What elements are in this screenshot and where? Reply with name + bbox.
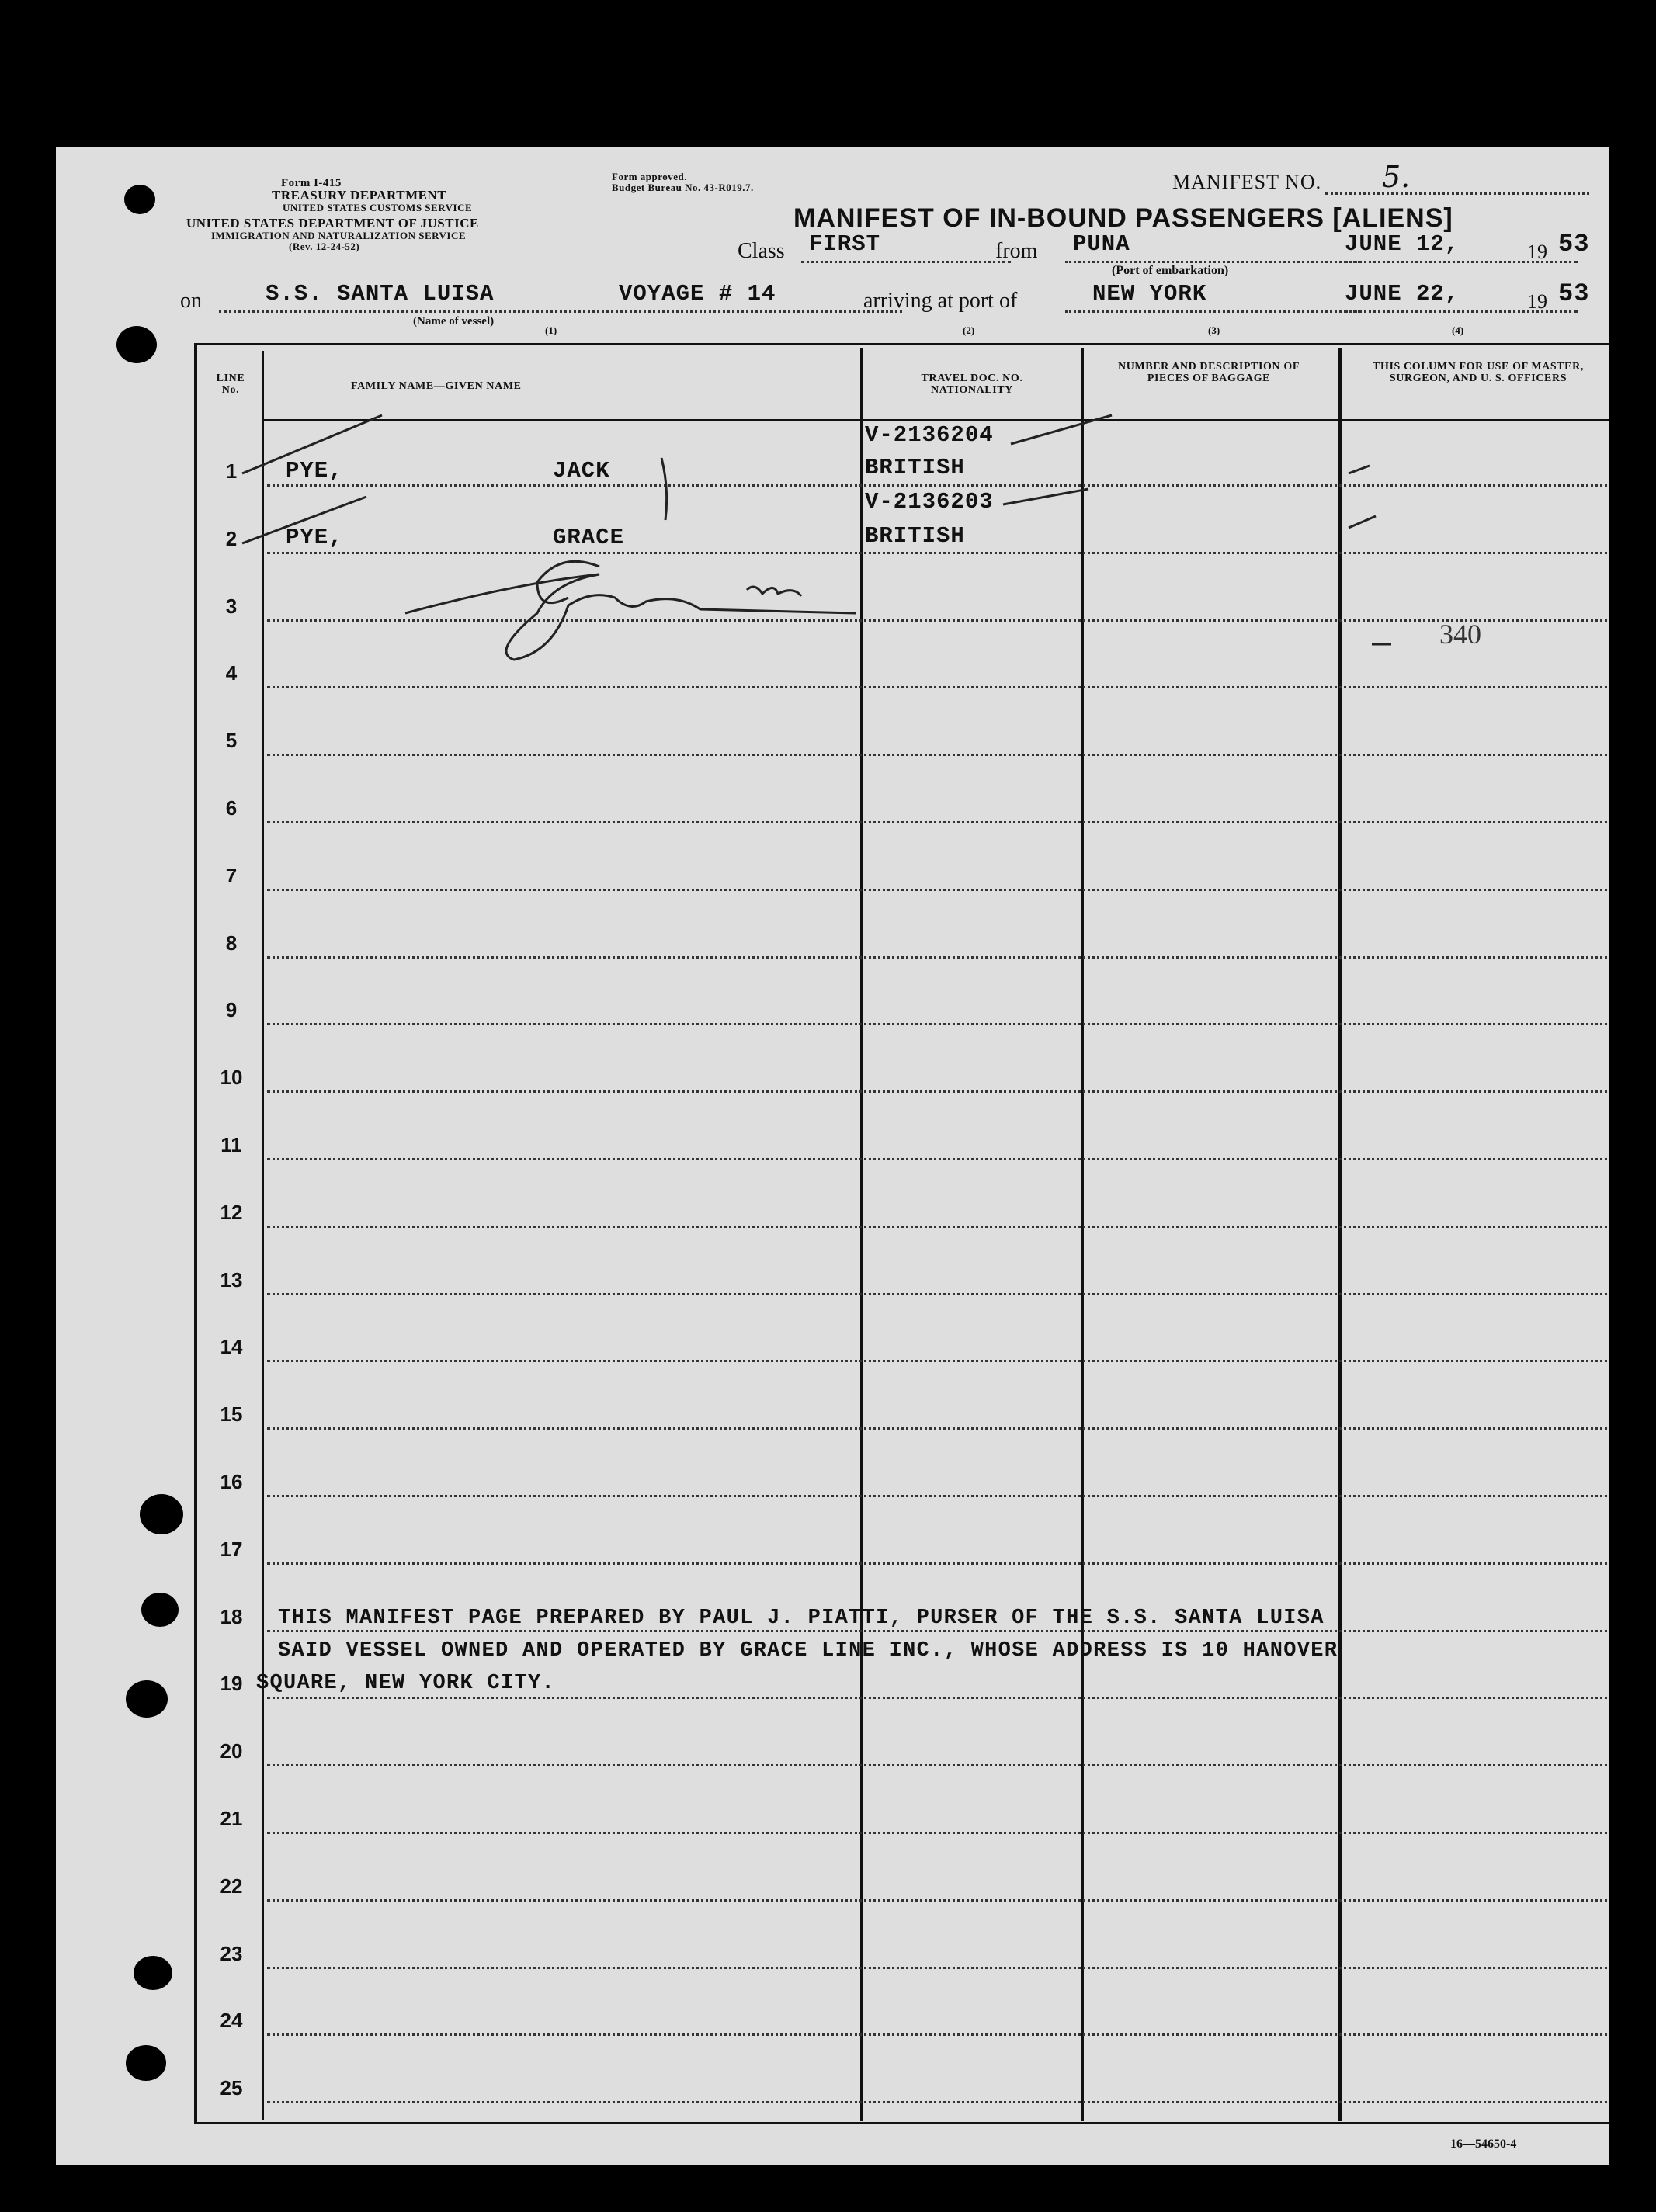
line-number: 18 xyxy=(220,1604,243,1628)
col-header-travel-doc: TRAVEL DOC. NO. NATIONALITY xyxy=(921,373,1023,396)
form-approved: Form approved. xyxy=(612,171,688,182)
from-label: from xyxy=(995,239,1038,263)
passenger-2-nationality: BRITISH xyxy=(865,523,965,549)
vessel-caption: (Name of vessel) xyxy=(413,315,495,328)
line-number: 12 xyxy=(220,1200,243,1224)
col-number-1: (1) xyxy=(545,324,557,336)
tick-mark-line-2 xyxy=(242,497,366,543)
department-of-justice: UNITED STATES DEPARTMENT OF JUSTICE xyxy=(186,216,479,231)
manifest-page xyxy=(56,147,1609,2165)
passenger-2-given: GRACE xyxy=(553,525,625,550)
line-number: 2 xyxy=(225,526,238,550)
budget-bureau-no: Budget Bureau No. 43-R019.7. xyxy=(612,182,754,193)
officer-tick-1 xyxy=(1349,466,1370,473)
line-number: 7 xyxy=(225,863,238,887)
line-number: 4 xyxy=(225,661,238,685)
on-label: on xyxy=(180,289,202,313)
passenger-1-given: JACK xyxy=(553,458,610,484)
treasury-department: TREASURY DEPARTMENT xyxy=(272,188,447,203)
manifest-no-label: MANIFEST NO. xyxy=(1172,171,1322,193)
line-number: 9 xyxy=(225,998,238,1022)
line-number: 25 xyxy=(220,2076,243,2100)
line-number: 19 xyxy=(220,1672,243,1696)
arrival-year-prefix: 19 xyxy=(1527,290,1547,313)
customs-service: UNITED STATES CUSTOMS SERVICE xyxy=(283,202,473,213)
manifest-no-value: 5. xyxy=(1382,160,1411,194)
col-header-name: FAMILY NAME—GIVEN NAME xyxy=(351,380,522,392)
arrival-year: 53 xyxy=(1558,279,1590,308)
signature xyxy=(405,574,856,660)
col-header-baggage: NUMBER AND DESCRIPTION OF PIECES OF BAGGAGE xyxy=(1118,361,1300,384)
statement-line-2: SAID VESSEL OWNED AND OPERATED BY GRACE LINE INC., WHOSE ADDRESS IS 10 HANOVER xyxy=(278,1639,1338,1662)
class-value: FIRST xyxy=(809,231,881,257)
line-number: 3 xyxy=(225,594,238,618)
col-number-2: (2) xyxy=(963,324,975,336)
line-number: 15 xyxy=(220,1402,243,1427)
passenger-1-nationality: BRITISH xyxy=(865,455,965,480)
line-number: 13 xyxy=(220,1267,243,1291)
passenger-1-family: PYE, xyxy=(286,458,343,484)
from-value: PUNA xyxy=(1073,231,1130,257)
line-number: 14 xyxy=(220,1335,243,1359)
voyage-number: VOYAGE # 14 xyxy=(619,281,776,307)
line-number: 8 xyxy=(225,931,238,955)
departure-year-prefix: 19 xyxy=(1527,241,1547,263)
col-number-4: (4) xyxy=(1452,324,1464,336)
arrival-port: NEW YORK xyxy=(1092,281,1207,307)
bracket-mark xyxy=(661,458,667,520)
passenger-2-doc: V-2136203 xyxy=(865,489,994,515)
vessel-name: S.S. SANTA LUISA xyxy=(266,281,495,307)
passenger-2-family: PYE, xyxy=(286,525,343,550)
line-number: 16 xyxy=(220,1470,243,1493)
arriving-label: arriving at port of xyxy=(863,289,1018,313)
line-number: 20 xyxy=(220,1739,243,1763)
tick-mark-line-1 xyxy=(242,415,382,473)
departure-date: JUNE 12, xyxy=(1345,231,1460,257)
line-number: 23 xyxy=(220,1941,243,1965)
line-number: 5 xyxy=(225,729,238,753)
departure-year: 53 xyxy=(1558,230,1590,258)
line-number: 17 xyxy=(220,1537,243,1561)
footer-code: 16—54650-4 xyxy=(1450,2137,1517,2151)
officer-note: 340 xyxy=(1439,619,1481,650)
col-header-officers: THIS COLUMN FOR USE OF MASTER, SURGEON, AND U. S. OFFICERS xyxy=(1373,361,1584,384)
page-title: MANIFEST OF IN-BOUND PASSENGERS [ALIENS] xyxy=(793,203,1453,233)
revision-date: (Rev. 12-24-52) xyxy=(289,241,360,252)
line-number: 21 xyxy=(220,1807,243,1830)
line-number: 10 xyxy=(220,1066,243,1090)
class-label: Class xyxy=(738,239,785,263)
line-number: 11 xyxy=(220,1133,242,1156)
line-number: 24 xyxy=(220,2009,243,2033)
officer-tick-2 xyxy=(1349,516,1376,528)
port-caption: (Port of embarkation) xyxy=(1112,264,1229,277)
col-number-3: (3) xyxy=(1208,324,1220,336)
statement-line-3: SQUARE, NEW YORK CITY. xyxy=(256,1672,556,1695)
passenger-1-doc: V-2136204 xyxy=(865,422,994,448)
doc-tick-2 xyxy=(1003,489,1088,504)
ins-service: IMMIGRATION AND NATURALIZATION SERVICE xyxy=(211,230,467,241)
col-header-line-no: LINE No. xyxy=(216,373,245,396)
form-number: Form I-415 xyxy=(281,177,342,189)
line-number: 1 xyxy=(225,459,238,483)
arrival-date: JUNE 22, xyxy=(1345,281,1460,307)
handwritten-marks xyxy=(56,147,1609,2165)
line-number: 6 xyxy=(225,796,238,820)
doc-tick-1 xyxy=(1011,415,1112,444)
signature-scribble xyxy=(747,587,801,596)
statement-line-1: THIS MANIFEST PAGE PREPARED BY PAUL J. PIATTI, PURSER OF THE S.S. SANTA LUISA xyxy=(278,1607,1324,1630)
line-number: 22 xyxy=(220,1874,243,1898)
